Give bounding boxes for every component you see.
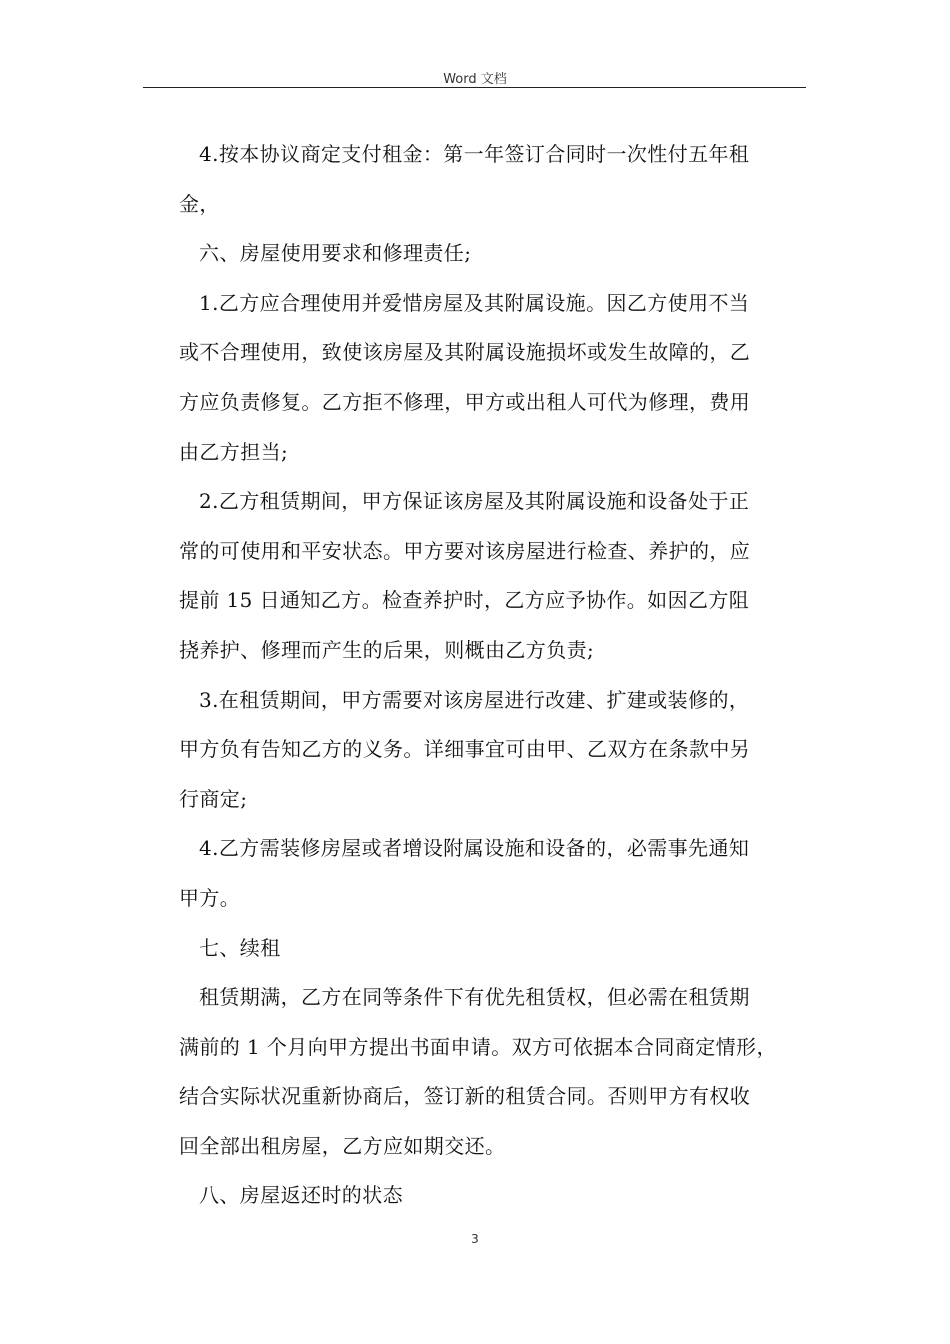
text-line: 4.按本协议商定支付租金：第一年签订合同时一次性付五年租 — [199, 142, 750, 166]
text-line: 甲方。 — [179, 885, 241, 910]
text-line: 挠养护、修理而产生的后果，则概由乙方负责; — [179, 637, 595, 662]
page-header-title: Word 文档 — [443, 72, 507, 87]
text-line: 回全部出租房屋，乙方应如期交还。 — [179, 1133, 506, 1158]
text-line: 金， — [179, 191, 220, 216]
text-line: 六、房屋使用要求和修理责任; — [199, 241, 472, 266]
text-line: 提前 15 日通知乙方。检查养护时，乙方应予协作。如因乙方阻 — [179, 588, 750, 613]
text-line: 由乙方担当; — [179, 439, 289, 464]
header-divider — [143, 87, 806, 88]
heading-section-six — [179, 229, 809, 279]
text-line: 4.乙方需装修房屋或者增设附属设施和设备的，必需事先通知 — [199, 836, 750, 861]
paragraph-clause-3 — [179, 676, 809, 825]
text-line: 方应负责修复。乙方拒不修理，甲方或出租人可代为修理，费用 — [179, 389, 751, 414]
text-line: 八、房屋返还时的状态 — [199, 1183, 403, 1208]
text-line: 1.乙方应合理使用并爱惜房屋及其附属设施。因乙方使用不当 — [199, 290, 750, 315]
text-line: 或不合理使用，致使该房屋及其附属设施损坏或发生故障的，乙 — [179, 340, 751, 365]
text-line: 甲方负有告知乙方的义务。详细事宜可由甲、乙双方在条款中另 — [179, 737, 751, 762]
heading-section-eight — [179, 1171, 809, 1221]
text-line: 结合实际状况重新协商后，签订新的租赁合同。否则甲方有权收 — [179, 1084, 751, 1109]
heading-section-seven — [179, 924, 809, 974]
text-line: 租赁期满，乙方在同等条件下有优先租赁权，但必需在租赁期 — [199, 985, 750, 1010]
document-body — [179, 130, 809, 1221]
paragraph-clause-2 — [179, 477, 809, 675]
text-line: 2.乙方租赁期间，甲方保证该房屋及其附属设施和设备处于正 — [199, 489, 750, 514]
text-line: 3.在租赁期间，甲方需要对该房屋进行改建、扩建或装修的， — [199, 687, 750, 712]
paragraph-clause-4 — [179, 824, 809, 923]
page-number: 3 — [471, 1232, 479, 1246]
text-line: 七、续租 — [199, 935, 281, 960]
paragraph-rent-payment — [179, 130, 809, 229]
paragraph-renewal — [179, 973, 809, 1171]
paragraph-clause-1 — [179, 279, 809, 477]
text-line: 行商定; — [179, 786, 248, 811]
text-line: 常的可使用和平安状态。甲方要对该房屋进行检查、养护的，应 — [179, 538, 751, 563]
text-line: 满前的 1 个月向甲方提出书面申请。双方可依据本合同商定情形， — [179, 1034, 777, 1059]
